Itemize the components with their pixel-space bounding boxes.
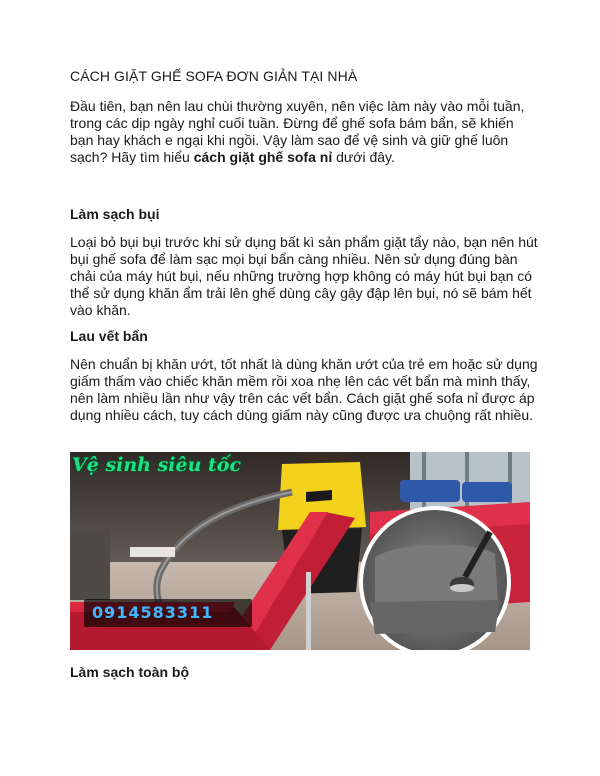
section-heading-full-clean: Làm sạch toàn bộ — [70, 664, 190, 680]
intro-paragraph — [70, 98, 540, 166]
brand-watermark-text: Vệ sinh siêu tốc — [72, 454, 242, 476]
intro-text-end: dưới đây. — [332, 149, 395, 165]
phone-number-text: 0914583311 — [92, 603, 214, 622]
intro-bold-link-text: cách giặt ghế sofa nỉ — [193, 149, 333, 165]
intro-text: Đầu tiên, bạn nên lau chùi thường xuyên, nên việc làm này vào mỗi tuần, trong các dịp ngày nghỉ cuối tuần. Đừng để ghế sofa bám bẩn, sẽ khiến bạn hay khách e ngại khi ngồi. Vậy làm sao để vệ sinh và giữ ghế luôn sạch? Hãy tìm hiểu — [70, 98, 525, 165]
section-paragraph-stains: Nên chuẩn bị khăn ướt, tốt nhất là dùng khăn ướt của trẻ em hoặc sử dụng giấm thấm vào chiếc khăn mềm rồi xoa nhẹ lên các vết bẩn mà mình thấy, nên làm nhiều lần như vậy trên các vết bẩn. Cách giặt ghế sofa nỉ được áp dụng nhiều cách, tuy cách dùng giấm này cũng được ưa chuộng rất nhiều. — [70, 356, 538, 423]
sofa-cleaning-photo — [70, 452, 530, 650]
section-heading-dust: Làm sạch bụi — [70, 206, 160, 222]
document-title: CÁCH GIẶT GHẾ SOFA ĐƠN GIẢN TẠI NHÀ — [70, 68, 358, 84]
phone-number-banner — [84, 599, 252, 627]
section-heading-stains: Lau vết bẩn — [70, 328, 148, 344]
section-paragraph-dust: Loại bỏ bụi bụi trước khi sử dụng bất kì sản phẩm giặt tẩy nào, bạn nên hút bụi ghế sofa để làm sạc mọi bụi bẩn càng nhiều. Nên sử dụng đúng bàn chải của máy hút bụi, nếu những trường hợp không có máy hút bụi bạn có thể sử dụng khăn ẩm trải lên ghế dùng cây gậy đập lên bụi, nó sẽ bám hết vào khăn. — [70, 234, 538, 318]
